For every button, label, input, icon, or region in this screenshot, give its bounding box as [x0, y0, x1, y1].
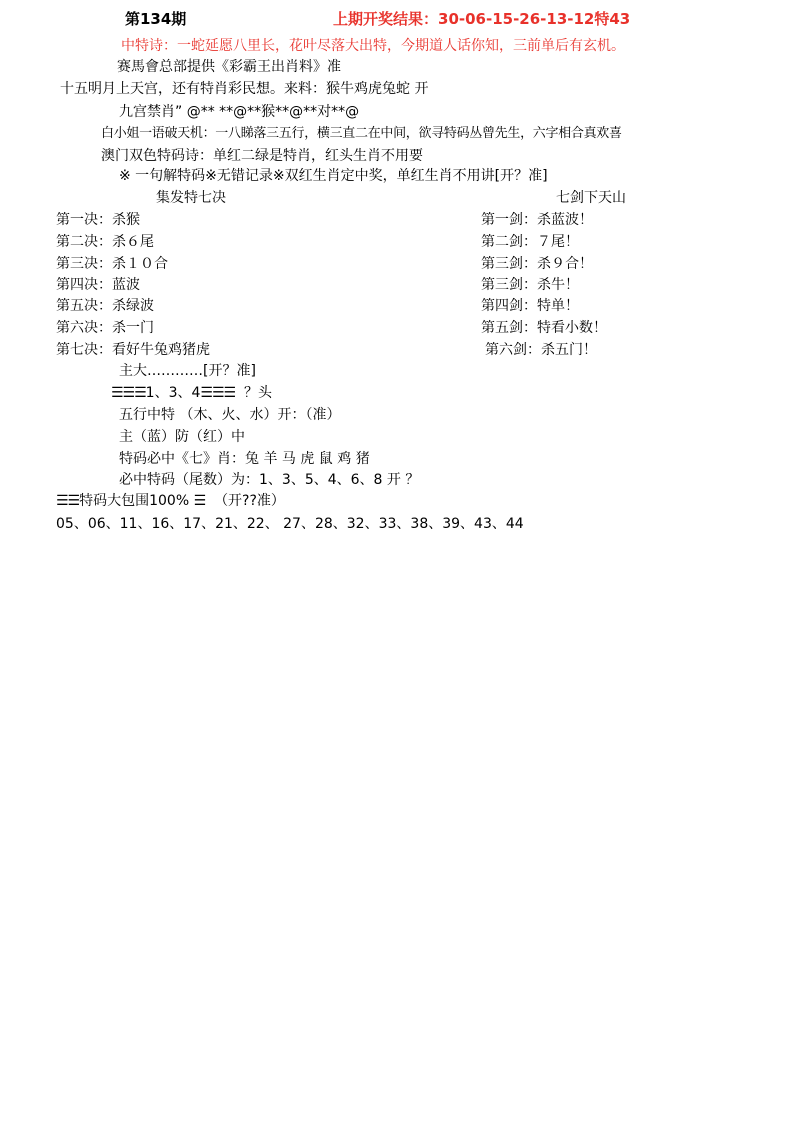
macau-line: 澳门双色特码诗：单红二绿是特肖，红头生肖不用要	[101, 148, 423, 164]
numbers-line: 05、06、11、16、17、21、22、 27、28、32、33、38、39、43、44	[56, 516, 524, 532]
bao-tail: （开??准）	[214, 493, 285, 509]
right-item: 第五剑：特看小数！	[481, 320, 607, 336]
last-result: 上期开奖结果：30-06-15-26-13-12特43	[333, 10, 631, 28]
right-item: 第二剑：７尾！	[481, 234, 579, 250]
moon-line: 十五明月上天宫，还有特肖彩民想。来料：猴牛鸡虎兔蛇 开	[60, 81, 429, 97]
left-item: 第五决：杀绿波	[56, 298, 154, 314]
right-item: 第四剑：特单！	[481, 298, 579, 314]
bao-line	[56, 492, 285, 510]
left-item: 第四决：蓝波	[56, 277, 140, 293]
trigram-bars-left: ☰☰	[56, 493, 80, 509]
seven-zodiac-line: 特码必中《七》肖：兔 羊 马 虎 鼠 鸡 猪	[119, 451, 370, 467]
trigram-bars-right: ☰☰☰	[200, 385, 236, 401]
left-item: 第七决：看好牛兔鸡猪虎	[56, 342, 210, 358]
right-item: 第六剑：杀五门！	[485, 342, 597, 358]
trigram-bars-right: ☰	[193, 493, 206, 509]
right-item: 第一剑：杀蓝波！	[481, 212, 593, 228]
head-line	[111, 384, 272, 402]
tail-nums-line: 必中特码（尾数）为：1、3、5、4、6、8 开 ？	[119, 472, 420, 488]
right-item: 第三剑：杀牛！	[481, 277, 579, 293]
bao-text: 特码大包围100%	[79, 493, 190, 509]
miss-bai-line: 白小姐一语破天机：一八睇落三五行，横三直二在中间，欲寻特码丛曾先生，六字相合真欢喜	[101, 126, 622, 141]
right-item: 第三剑：杀９合！	[481, 256, 593, 272]
forbidden-line: 九宫禁肖” @** **@**猴**@**对**@	[119, 104, 360, 120]
one-line-line: ※ 一句解特码※无错记录※双红生肖定中奖，单红生肖不用讲[开？准]	[119, 168, 548, 184]
left-item: 第一决：杀猴	[56, 212, 140, 228]
head-tail: ？头	[243, 385, 272, 401]
left-item: 第二决：杀６尾	[56, 234, 154, 250]
head-nums: 1、3、4	[145, 385, 201, 401]
issue-number: 第134期	[125, 10, 187, 28]
left-item: 第三决：杀１０合	[56, 256, 168, 272]
left-col-title: 集发特七决	[156, 190, 226, 206]
trigram-bars-left: ☰☰☰	[111, 385, 146, 401]
zhuda-line: 主大…………[开？准]	[119, 363, 256, 379]
right-col-title: 七剑下天山	[556, 190, 626, 206]
poem-line: 中特诗：一蛇延愿八里长，花叶尽落大出特，今期道人话你知，三前单后有玄机。	[121, 38, 625, 54]
main-color-line: 主（蓝）防（红）中	[119, 429, 245, 445]
wuxing-line: 五行中特 （木、火、水）开：（准）	[119, 407, 341, 423]
left-item: 第六决：杀一门	[56, 320, 154, 336]
provider-line: 赛馬會总部提供《彩霸王出肖料》准	[117, 59, 341, 75]
